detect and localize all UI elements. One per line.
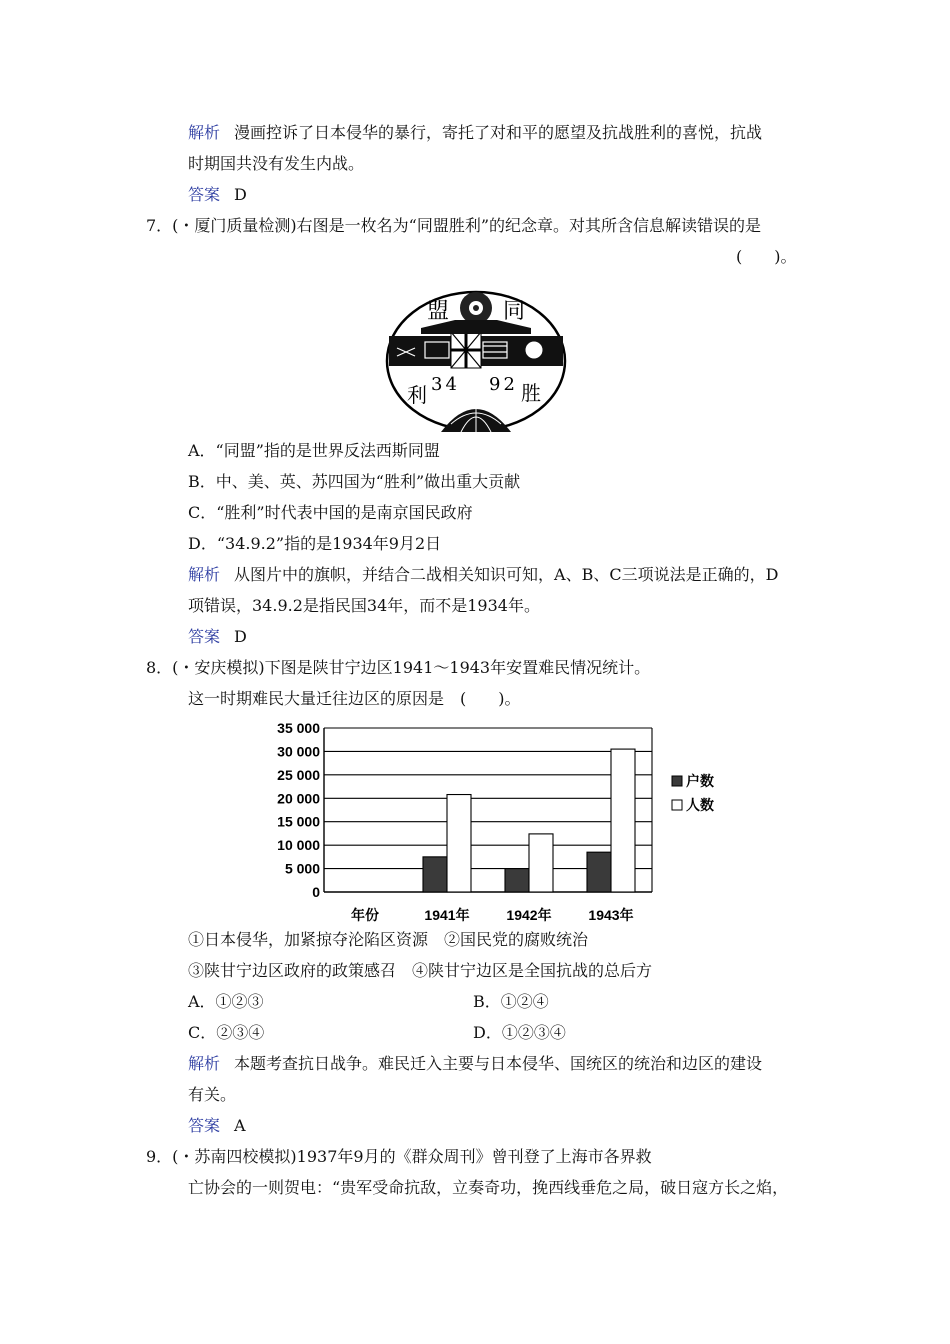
q8-answer-value: A <box>234 1116 246 1135</box>
q8-stem-line1: 8．(・安庆模拟)下图是陕甘宁边区1941～1943年安置难民情况统计。 <box>146 658 651 677</box>
q8-option-a: A．①②③ <box>188 992 264 1011</box>
chart-x-first-label: 年份 <box>351 907 379 923</box>
chart-legend-label: 人数 <box>686 797 714 813</box>
refugee-bar-chart <box>262 718 732 926</box>
medal-char-tong: 同 <box>503 299 526 324</box>
q8-analysis-line1 <box>188 1053 762 1075</box>
commemorative-medal-image <box>385 290 567 432</box>
medal-char-li: 利 <box>407 383 427 407</box>
chart-y-tick-label: 0 <box>312 884 320 900</box>
q8-answer <box>188 1115 246 1137</box>
q6-analysis-label: 解析 <box>188 123 221 142</box>
chart-bar-people <box>447 795 471 892</box>
chart-y-tick-label: 15 000 <box>277 813 320 830</box>
chart-y-tick-label: 10 000 <box>277 837 320 854</box>
q8-analysis-text1: 本题考查抗日战争。难民迁入主要与日本侵华、国统区的统治和边区的建设 <box>234 1054 763 1073</box>
q9-stem-line2: 亡协会的一则贺电：“贵军受命抗敌，立奏奇功，挽西线垂危之局，破日寇方长之焰， <box>188 1178 789 1197</box>
chart-bar-people <box>529 834 553 892</box>
q6-answer-value: D <box>234 185 247 204</box>
chart-bar-households <box>505 869 529 892</box>
q8-analysis-line2: 有关。 <box>188 1085 237 1104</box>
q8-option-d: D．①②③④ <box>473 1023 566 1042</box>
q7-option-d: D．“34.9.2”指的是1934年9月2日 <box>188 534 442 553</box>
medal-number-right: 92 <box>489 374 518 395</box>
chart-y-tick-label: 35 000 <box>277 720 320 736</box>
q7-option-c: C．“胜利”时代表中国的是南京国民政府 <box>188 503 473 522</box>
q8-items-line2: ③陕甘宁边区政府的政策感召 ④陕甘宁边区是全国抗战的总后方 <box>188 961 653 980</box>
q8-option-c: C．②③④ <box>188 1023 265 1042</box>
q7-answer-label: 答案 <box>188 627 221 646</box>
chart-y-tick-label: 5 000 <box>284 860 320 877</box>
chart-bar-households <box>423 857 447 892</box>
q9-stem-line1: 9．(・苏南四校模拟)1937年9月的《群众周刊》曾刊登了上海市各界救 <box>146 1147 652 1166</box>
q7-answer-value: D <box>234 627 247 646</box>
q6-analysis-line1 <box>188 122 762 144</box>
chart-bar-people <box>611 749 635 892</box>
q7-stem-line1: 7．(・厦门质量检测)右图是一枚名为“同盟胜利”的纪念章。对其所含信息解读错误的是 <box>146 216 762 235</box>
q7-option-a: A．“同盟”指的是世界反法西斯同盟 <box>188 441 440 460</box>
q6-analysis-text1: 漫画控诉了日本侵华的暴行，寄托了对和平的愿望及抗战胜利的喜悦，抗战 <box>234 123 763 142</box>
chart-y-tick-label: 20 000 <box>277 790 320 807</box>
chart-x-tick-label: 1942年 <box>506 907 552 923</box>
chart-x-tick-label: 1941年 <box>424 907 470 923</box>
q7-analysis-label: 解析 <box>188 565 221 584</box>
chart-legend-swatch <box>672 800 682 810</box>
q6-analysis-line2: 时期国共没有发生内战。 <box>188 154 365 173</box>
q7-answer <box>188 626 247 648</box>
q8-stem-line2: 这一时期难民大量迁往边区的原因是 ( )。 <box>188 689 521 708</box>
q8-items-line1: ①日本侵华，加紧掠夺沦陷区资源 ②国民党的腐败统治 <box>188 930 589 949</box>
chart-bar-households <box>587 852 611 892</box>
chart-y-tick-label: 25 000 <box>277 766 320 783</box>
medal-number-left: 34 <box>431 374 460 395</box>
chart-y-tick-label: 30 000 <box>277 743 320 760</box>
q7-analysis-line2: 项错误，34.9.2是指民国34年，而不是1934年。 <box>188 596 540 615</box>
chart-x-tick-label: 1943年 <box>588 907 634 923</box>
q6-answer-label: 答案 <box>188 185 221 204</box>
medal-char-sheng: 胜 <box>521 381 541 405</box>
q6-answer <box>188 184 247 206</box>
q8-answer-label: 答案 <box>188 1116 221 1135</box>
q7-analysis-text1: 从图片中的旗帜，并结合二战相关知识可知，A、B、C三项说法是正确的，D <box>234 565 779 584</box>
q7-option-b: B．中、美、英、苏四国为“胜利”做出重大贡献 <box>188 472 521 491</box>
chart-legend-swatch <box>672 776 682 786</box>
chart-legend-label: 户数 <box>686 773 714 789</box>
medal-char-meng: 盟 <box>427 299 450 324</box>
q7-analysis-line1 <box>188 564 778 586</box>
q7-stem-blank: ( )。 <box>736 247 797 266</box>
q8-option-b: B．①②④ <box>473 992 549 1011</box>
q8-analysis-label: 解析 <box>188 1054 221 1073</box>
